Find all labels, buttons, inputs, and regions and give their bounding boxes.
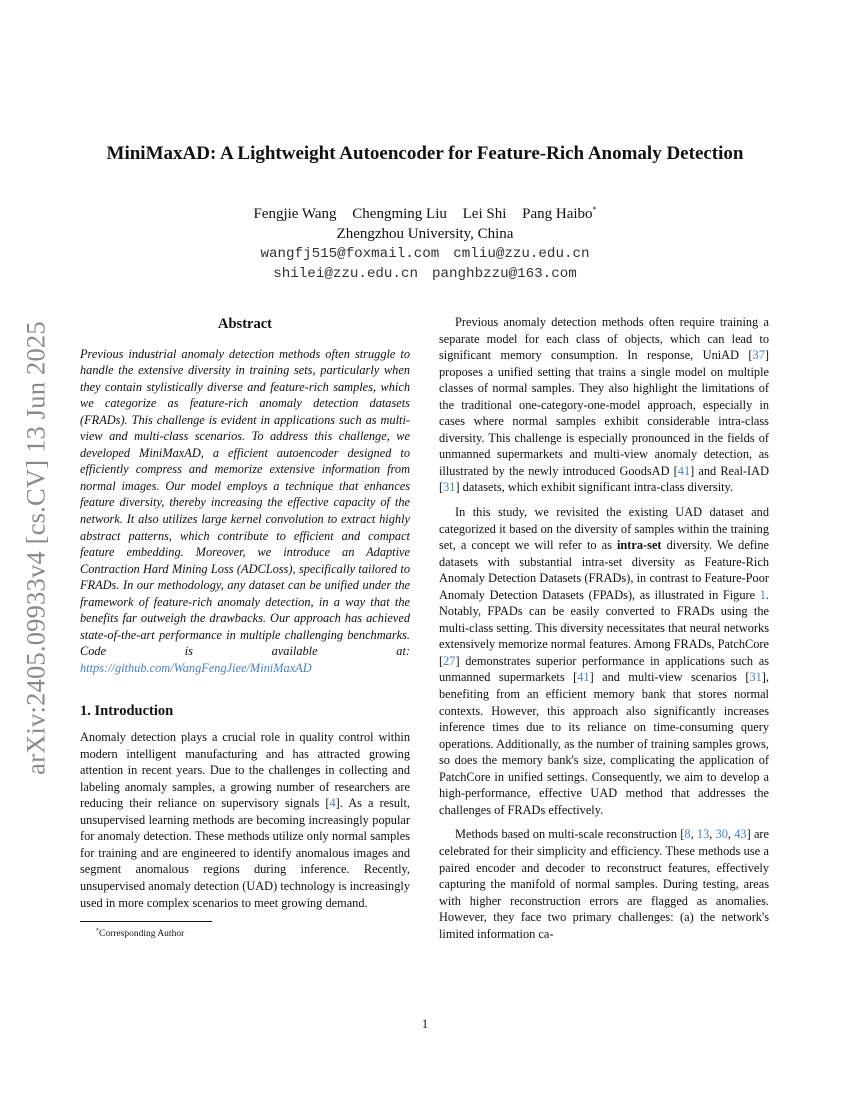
page-number: 1 [421, 1017, 429, 1031]
author-name: Chengming Liu [352, 206, 447, 222]
author-block [0, 200, 850, 284]
intro-paragraph-3: In this study, we revisited the existing UAD dataset and categorized it based on the diversity of samples within the training set, a concept we will refer to as intra-set diversity. We define datasets with substantial intra-set diversity as Feature-Rich Anomaly Detection Datasets (FRADs), in contrast to Feature-Poor Anomaly Detection Datasets (FPADs), as illustrated in Figure 1. Notably, FPADs can be easily converted to FRADs using the multi-class setting. This diversity necessitates that neural networks extensively memorize normal features. Among FRADs, PatchCore [27] demonstrates superior performance in applications such as unmanned supermarkets [41] and multi-view scenarios [31], benefiting from an efficient memory bank that stores normal contexts. However, this approach also significantly increases inference times due to its reliance on time-consuming query operations. Additionally, as the number of training samples grows, so does the memory bank's size, complicating the application of PatchCore in unified settings. Consequently, we aim to develop a high-performance, effective UAD method that addresses the challenges of FRADs effectively. [439, 505, 769, 817]
author-email: shilei@zzu.edu.cn [273, 266, 418, 282]
code-link[interactable]: https://github.com/WangFengJiee/MiniMaxAD [80, 660, 312, 675]
citation-link[interactable]: 43 [734, 827, 747, 842]
footnote-divider [80, 921, 212, 922]
author-name: Pang Haibo* [522, 205, 597, 222]
arxiv-identifier-stamp: arXiv:2405.09933v4 [cs.CV] 13 Jun 2025 [20, 321, 51, 775]
affiliation: Zhengzhou University, China [336, 226, 514, 242]
citation-link[interactable]: 37 [752, 348, 765, 363]
author-email: cmliu@zzu.edu.cn [453, 246, 590, 262]
author-name: Lei Shi [462, 206, 507, 222]
author-names [0, 200, 850, 224]
citation-link[interactable]: 4 [329, 796, 336, 811]
footnote-mark: * [96, 928, 99, 935]
author-email: wangfj515@foxmail.com [260, 246, 440, 262]
figure-link[interactable]: 1 [759, 587, 766, 602]
footnote: *Corresponding Author [96, 928, 185, 940]
abstract-heading: Abstract [218, 316, 272, 332]
intro-paragraph-4: Methods based on multi-scale reconstruction [8, 13, 30, 43] are celebrated for their simplicity and efficiency. These methods use a paired encoder and decoder to reconstruct features, effectively capturing the manifold of normal samples. During testing, areas with higher reconstruction errors are flagged as anomalies. However, they face two primary challenges: (a) the network's limited information ca- [439, 827, 770, 941]
citation-link[interactable]: 41 [577, 670, 590, 685]
author-name: Fengjie Wang [253, 206, 337, 222]
email-row [0, 264, 850, 284]
intro-paragraph-1: Anomaly detection plays a crucial role in quality control within modern intelligent manufacturing and has attracted growing attention in recent years. Due to the challenges in collecting and labeling anomaly samples, a growing number of researchers are reducing their reliance on supervisory signals [4]. As a result, unsupervised learning methods are becoming increasingly popular for anomaly detection. These methods utilize only normal samples for training and are engineered to identify anomalous images and segment anomalous regions during inference. Recently, unsupervised anomaly detection (UAD) technology is increasingly used in more complex scenarios to meet growing demand. [80, 730, 410, 910]
citation-link[interactable]: 31 [749, 670, 762, 685]
emphasis-term: intra-set [616, 538, 662, 553]
citation-link[interactable]: 30 [715, 827, 728, 842]
left-column [80, 314, 410, 940]
citation-link[interactable]: 31 [443, 480, 456, 495]
author-email: panghbzzu@163.com [432, 266, 577, 282]
citation-link[interactable]: 8 [684, 827, 691, 842]
section-heading-introduction: 1. Introduction [80, 703, 174, 720]
right-column [439, 314, 769, 942]
abstract-text: Previous industrial anomaly detection methods often struggle to handle the extensive diversity in training sets, particularly when they contain stylistically diverse and feature-rich samples, which we categorize as feature-rich anomaly detection datasets (FRADs). This challenge is evident in applications such as multi-view and multi-class scenarios. To address this challenge, we developed MiniMaxAD, a efficient autoencoder designed to efficiently compress and memorize extensive information from normal images. Our model employs a technique that enhances feature diversity, thereby increasing the effective capacity of the network. It also utilizes large kernel convolution to extract highly abstract patterns, which contribute to efficient and compact feature embedding. Moreover, we introduce an Adaptive Contraction Hard Mining Loss (ADCLoss), specifically tailored to FRADs. In our methodology, any dataset can be unified under the framework of feature-rich anomaly detection, in a way that the benefits far outweigh the drawbacks. Our approach has achieved state-of-the-art performance in multiple challenging benchmarks. Code is available at: https://github.com/WangFengJiee/MiniMaxAD [80, 346, 410, 675]
email-row [0, 244, 850, 264]
paper-title: MiniMaxAD: A Lightweight Autoencoder for Feature-Rich Anomaly Detection [106, 143, 744, 164]
intro-paragraph-2: Previous anomaly detection methods often require training a separate model for each class of objects, which can lead to significant memory consumption. In response, UniAD [37] proposes a unified setting that trains a single model on multiple classes of normal samples. They also highlight the limitations of the traditional one-category-one-model approach, especially in cases where normal samples exhibit considerable intra-class diversity. This challenge is especially pronounced in the fields of unmanned supermarkets and multi-view anomaly detection, as illustrated by the newly introduced GoodsAD [41] and Real-IAD [31] datasets, which exhibit significant intra-class diversity. [439, 315, 769, 495]
corresponding-author-mark: * [592, 205, 597, 214]
citation-link[interactable]: 13 [696, 827, 710, 842]
citation-link[interactable]: 27 [443, 653, 456, 668]
citation-link[interactable]: 41 [677, 463, 691, 478]
